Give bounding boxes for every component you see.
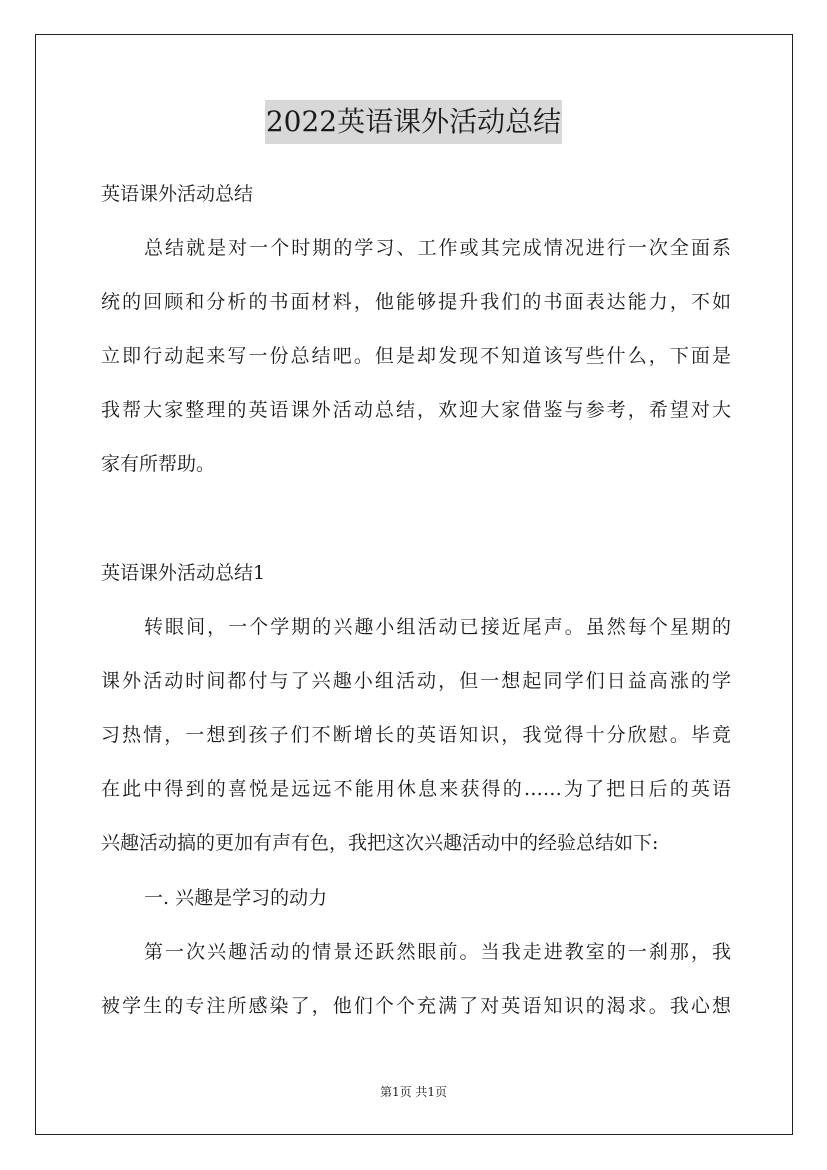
paragraph-line: 总结就是对一个时期的学习、工作或其完成情况进行一次全面系	[144, 237, 731, 259]
paragraph-line: 被学生的专注所感染了，他们个个充满了对英语知识的渴求。我心想	[101, 995, 731, 1017]
subheading: 一. 兴趣是学习的动力	[144, 887, 328, 909]
paragraph-line: 第一次兴趣活动的情景还跃然眼前。当我走进教室的一刹那，我	[144, 941, 731, 963]
section-heading: 英语课外活动总结1	[101, 562, 266, 584]
paragraph-line: 统的回顾和分析的书面材料，他能够提升我们的书面表达能力，不如	[101, 291, 731, 313]
paragraph-line: 家有所帮助。	[101, 453, 216, 475]
document-title	[0, 100, 827, 144]
paragraph-line: 我帮大家整理的英语课外活动总结，欢迎大家借鉴与参考，希望对大	[101, 399, 731, 421]
paragraph-line: 在此中得到的喜悦是远远不能用休息来获得的……为了把日后的英语	[101, 778, 731, 800]
document-title-text: 2022英语课外活动总结	[265, 100, 562, 144]
paragraph-line: 兴趣活动搞的更加有声有色，我把这次兴趣活动中的经验总结如下:	[101, 832, 659, 854]
paragraph-line: 转眼间，一个学期的兴趣小组活动已接近尾声。虽然每个星期的	[144, 616, 731, 638]
page-footer: 第1页 共1页	[379, 1085, 448, 1099]
paragraph-line: 习热情，一想到孩子们不断增长的英语知识，我觉得十分欣慰。毕竟	[101, 724, 731, 746]
paragraph-line: 课外活动时间都付与了兴趣小组活动，但一想起同学们日益高涨的学	[101, 670, 731, 692]
paragraph-line: 立即行动起来写一份总结吧。但是却发现不知道该写些什么，下面是	[101, 345, 731, 367]
section-heading: 英语课外活动总结	[101, 183, 254, 205]
